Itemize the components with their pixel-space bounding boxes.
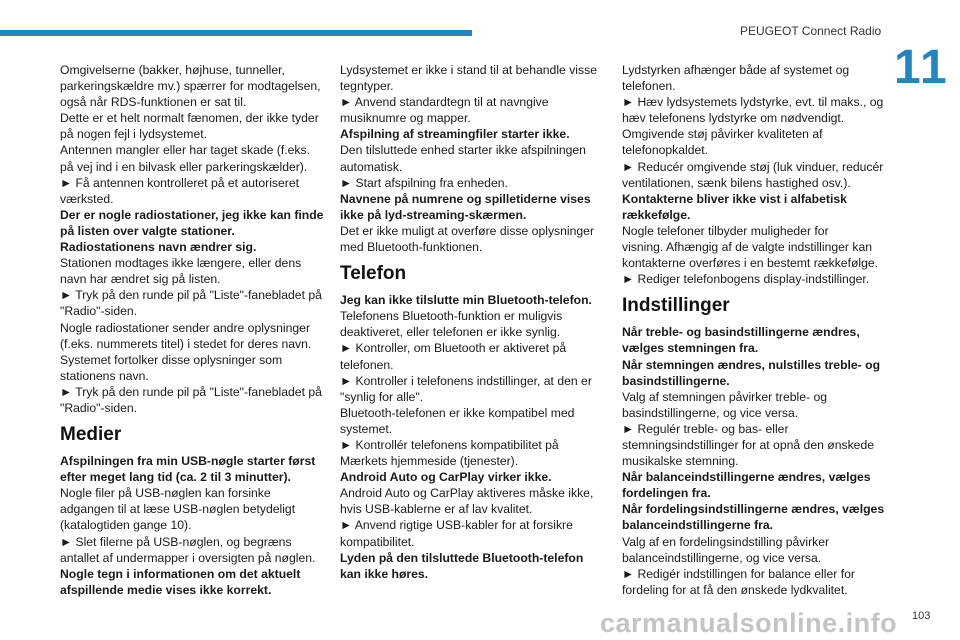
text-line: Lydsystemet er ikke i stand til at behandle visse	[340, 63, 597, 77]
text-line: "Radio"-siden.	[60, 304, 138, 319]
text-line: hvis USB-kablerne er af lav kvalitet.	[340, 502, 533, 517]
question-line: fordelingen fra.	[622, 486, 711, 501]
text-line: adgangen til at læse USB-nøglen betydeligt	[60, 502, 296, 517]
watermark: carmanualsonline.info	[600, 608, 898, 638]
text-column-1	[60, 62, 326, 598]
text-line: Systemet fortolker disse oplysninger som	[60, 352, 283, 367]
question-line: Når balanceindstillingerne ændres, vælges	[622, 470, 871, 485]
text-line: ► Kontrollér telefonens kompatibilitet på	[340, 437, 559, 452]
question-line: ikke på lyd-streaming-skærmen.	[340, 207, 527, 222]
question-line: Kontakterne bliver ikke vist i alfabetisk	[622, 191, 847, 206]
question-line: Afspilningen fra min USB-nøgle starter først	[60, 454, 316, 469]
text-line: Det er ikke muligt at overføre disse oplysninger	[340, 223, 595, 238]
text-line: automatisk.	[340, 159, 403, 174]
question-line: basindstillingerne.	[622, 373, 730, 388]
text-line: Mærkets hjemmeside (tjenester).	[340, 454, 519, 469]
text-line: Android Auto og CarPlay aktiveres måske ikke,	[340, 486, 594, 501]
text-line: Stationen modtages ikke længere, eller dens	[60, 256, 302, 271]
text-line: ► Kontroller i telefonens indstillinger, at den er	[340, 373, 592, 388]
text-line: kompatibilitet.	[340, 534, 415, 549]
text-line: "Radio"-siden.	[60, 400, 138, 415]
text-line: visning. Afhængig af de valgte indstillinger kan	[622, 240, 872, 255]
text-line: Valg af en fordelingsindstilling påvirker	[622, 534, 830, 549]
text-line: Omgivelserne (bakker, højhuse, tunneller,	[60, 63, 285, 77]
text-line: "synlig for alle".	[340, 389, 424, 404]
text-line: musiknumre og mapper.	[340, 111, 471, 126]
header-title: PEUGEOT Connect Radio	[740, 24, 882, 38]
text-line: ► Få antennen kontrolleret på et autoriseret	[60, 175, 300, 190]
text-line: Telefonens Bluetooth-funktion er muligvis	[340, 309, 563, 324]
text-line: Antennen mangler eller har taget skade (f.eks.	[60, 143, 310, 158]
section-heading: Indstillinger	[622, 295, 730, 317]
text-line: navn har ændret sig på listen.	[60, 272, 221, 287]
question-line: Når fordelingsindstillingerne ændres, vælges	[622, 502, 885, 517]
text-line: parkeringskældre mv.) spærrer for modtagelsen,	[60, 79, 321, 94]
text-line: værksted.	[60, 191, 114, 206]
text-line: Bluetooth-telefonen er ikke kompatibel med	[340, 405, 575, 420]
text-line: (f.eks. nummerets titel) i stedet for deres navn.	[60, 336, 312, 351]
text-line: hæv telefonens lydstyrke om nødvendigt.	[622, 111, 845, 126]
text-line: kontakterne overføres i en bestemt rækkefølge.	[622, 256, 879, 271]
text-line: basindstillingerne, og vice versa.	[622, 405, 799, 420]
chapter-number: 11	[894, 41, 949, 94]
text-line: Lydstyrken afhænger både af systemet og	[622, 63, 850, 77]
text-line: tegntyper.	[340, 79, 394, 94]
text-line: ► Rediger telefonbogens display-indstillinger.	[622, 272, 870, 287]
question-line: Der er nogle radiostationer, jeg ikke kan finde	[60, 207, 324, 222]
text-line: på nogen fejl i lydsystemet.	[60, 127, 208, 142]
text-line: med Bluetooth-funktionen.	[340, 240, 483, 255]
text-line: ► Anvend rigtige USB-kabler for at forsikre	[340, 518, 573, 533]
page-number: 103	[912, 610, 931, 622]
text-line: ► Tryk på den runde pil på "Liste"-fanebladet på	[60, 288, 322, 303]
question-line: Jeg kan ikke tilslutte min Bluetooth-telefon.	[340, 293, 592, 308]
text-line: ► Anvend standardtegn til at navngive	[340, 95, 549, 110]
question-line: Nogle tegn i informationen om det aktuelt	[60, 566, 301, 581]
text-line: Valg af stemningen påvirker treble- og	[622, 389, 828, 404]
header-accent-bar	[0, 30, 472, 36]
text-line: telefonen.	[622, 79, 676, 94]
text-line: stemningsindstillinger for at opnå den ønskede	[622, 437, 875, 452]
text-line: Den tilsluttede enhed starter ikke afspilningen	[340, 143, 586, 158]
text-line: ventilationen, sænk bilens hastighed osv.).	[622, 175, 851, 190]
question-line: Når stemningen ændres, nulstilles treble- og	[622, 357, 881, 372]
text-line: musikalske stemning.	[622, 454, 739, 469]
text-line: telefonopkaldet.	[622, 143, 709, 158]
question-line: Radiostationens navn ændrer sig.	[60, 240, 257, 255]
text-column-3	[622, 62, 888, 598]
text-line: balanceindstillingerne, og vice versa.	[622, 550, 822, 565]
question-line: Når treble- og basindstillingerne ændres,	[622, 325, 860, 340]
section-heading: Telefon	[340, 263, 407, 285]
text-line: Nogle radiostationer sender andre oplysninger	[60, 320, 310, 335]
text-line: stationens navn.	[60, 368, 149, 383]
text-line: ► Slet filerne på USB-nøglen, og begræns	[60, 534, 292, 549]
text-line: ► Kontroller, om Bluetooth er aktiveret på	[340, 341, 567, 356]
text-column-2	[340, 62, 606, 582]
text-line: ► Redigér indstillingen for balance eller for	[622, 566, 855, 581]
text-line: systemet.	[340, 421, 393, 436]
text-line: på vej ind i en bilvask eller parkeringskælder).	[60, 159, 308, 174]
question-line: balanceindstillingerne fra.	[622, 518, 774, 533]
text-line: Nogle filer på USB-nøglen kan forsinke	[60, 486, 271, 501]
text-line: fordeling for at få den ønskede lydkvalitet.	[622, 582, 848, 597]
question-line: Lyden på den tilsluttede Bluetooth-telefon	[340, 550, 584, 565]
text-line: deaktiveret, eller telefonen er ikke synlig.	[340, 325, 561, 340]
question-line: Afspilning af streamingfiler starter ikke.	[340, 127, 570, 142]
section-heading: Medier	[60, 424, 122, 446]
text-line: antallet af undermapper i oversigten på nøglen.	[60, 550, 316, 565]
question-line: kan ikke høres.	[340, 566, 429, 581]
question-line: afspillende medie vises ikke korrekt.	[60, 582, 272, 597]
text-line: (katalogtiden gange 10).	[60, 518, 192, 533]
question-line: efter meget lang tid (ca. 2 til 3 minutter).	[60, 470, 291, 485]
text-line: Dette er et helt normalt fænomen, der ikke tyder	[60, 111, 319, 126]
question-line: Android Auto og CarPlay virker ikke.	[340, 470, 552, 485]
text-line: ► Reducér omgivende støj (luk vinduer, reducér	[622, 159, 884, 174]
text-line: telefonen.	[340, 357, 394, 372]
question-line: rækkefølge.	[622, 207, 691, 222]
text-line: ► Start afspilning fra enheden.	[340, 175, 508, 190]
text-line: Omgivende støj påvirker kvaliteten af	[622, 127, 823, 142]
text-line: også når RDS-funktionen er sat til.	[60, 95, 247, 110]
question-line: på listen over valgte stationer.	[60, 223, 235, 238]
question-line: vælges stemningen fra.	[622, 341, 759, 356]
text-line: ► Tryk på den runde pil på "Liste"-fanebladet på	[60, 384, 322, 399]
text-line: ► Regulér treble- og bas- eller	[622, 421, 789, 436]
question-line: Navnene på numrene og spilletiderne vises	[340, 191, 591, 206]
text-line: Nogle telefoner tilbyder muligheder for	[622, 223, 829, 238]
text-line: ► Hæv lydsystemets lydstyrke, evt. til maks., og	[622, 95, 884, 110]
